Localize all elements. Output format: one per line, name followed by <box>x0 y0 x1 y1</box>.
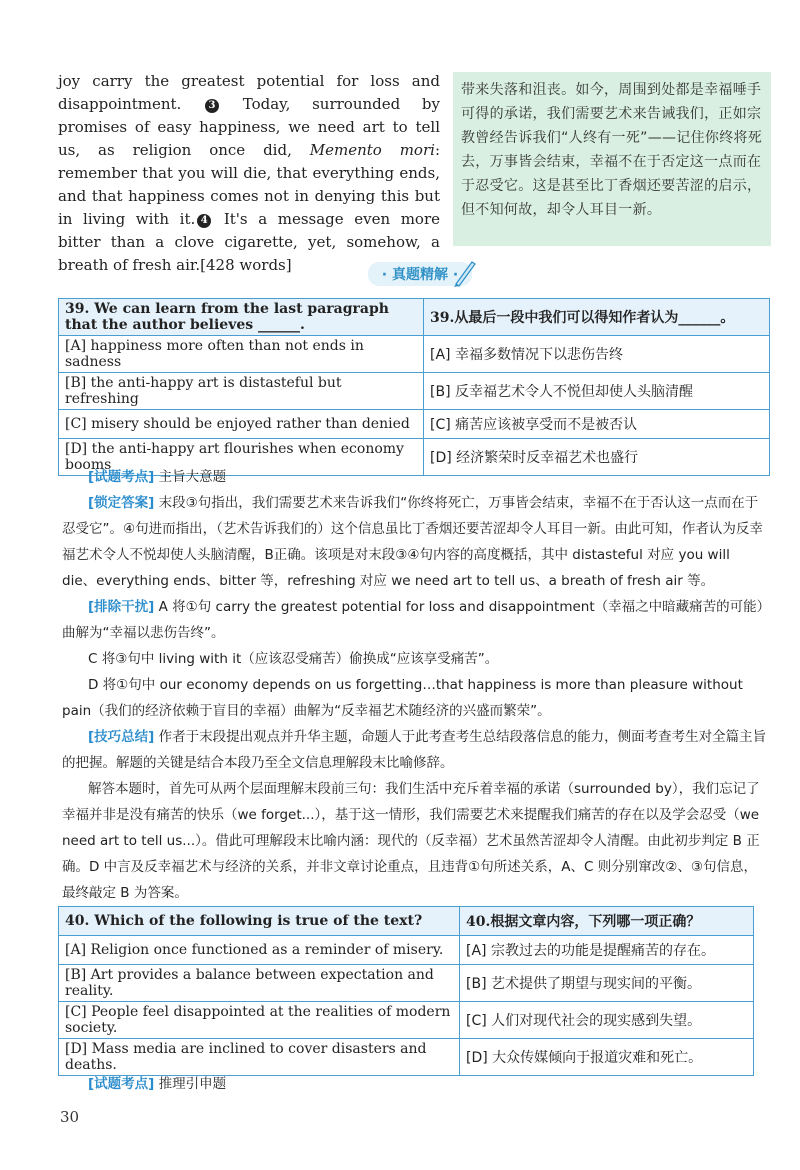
answer-text: 末段③句指出，我们需要艺术来告诉我们“你终将死亡，万事皆会结束，幸福不在于否认这一点而在于忍受它”。④句进而指出，（艺术告诉我们的）这个信息虽比丁香烟还要苦涩却令人耳目一新。由此可知，作者认为反幸福艺术令人不悦却使人头脑清醒，B正确。该项是对末段③④句内容的高度概括，其中 distasteful 对应 you will die、everything ends、bitter 等，refreshing 对应 we need art to tell us、a breath of fresh air 等。 <box>62 495 763 589</box>
q40-option-d-en: [D] Mass media are inclined to cover disasters and deaths. <box>59 1039 460 1076</box>
table-row <box>59 907 754 936</box>
q40-option-b-en: [B] Art provides a balance between expectation and reality. <box>59 965 460 1002</box>
table-row <box>59 410 770 439</box>
q40-option-d-cn: [D] 大众传媒倾向于报道灾难和死亡。 <box>460 1039 754 1076</box>
q40-kaodian-text: 推理引申题 <box>154 1076 227 1092</box>
skill-paragraph-2: 解答本题时，首先可从两个层面理解末段前三句：我们生活中充斥着幸福的承诺（surrounded by），我们忘记了幸福并非是没有痛苦的快乐（we forget...），基于这一情形，我们需要艺术来提醒我们痛苦的存在以及学会忍受（we need art to tell us...）。借此可理解段末比喻内涵：现代的（反幸福）艺术虽然苦涩却令人清醒。由此初步判定 B 正确。D 中言及反幸福艺术与经济的关系，并非文章讨论重点，且违背①句所述关系，A、C 则分别窜改②、③句信息，最终敲定 B 为答案。 <box>62 781 760 901</box>
q40-option-b-cn: [B] 艺术提供了期望与现实间的平衡。 <box>460 965 754 1002</box>
exclude-d: D 将①句中 our economy depends on us forgetting…that happiness is more than pleasure without pain（我们的经济依赖于盲目的幸福）曲解为“反幸福艺术随经济的兴盛而繁荣”。 <box>62 677 743 719</box>
section-title-label: · 真题精解 · <box>368 262 472 286</box>
q40-en-question: 40. Which of the following is true of the text? <box>59 907 460 936</box>
exclude-tag: [排除干扰] <box>88 599 155 615</box>
table-row <box>59 936 754 965</box>
translation-note: 带来失落和沮丧。如今，周围到处都是幸福唾手可得的承诺，我们需要艺术来告诫我们，正如宗教曾经告诉我们“人终有一死”——记住你终将死去，万事皆会结束，幸福不在于否定这一点而在于忍受它。这是甚至比丁香烟还要苦涩的启示，但不知何故，却令人耳目一新。 <box>453 72 771 246</box>
answer-tag: [锁定答案] <box>88 495 155 511</box>
table-row <box>59 1002 754 1039</box>
skill-paragraph <box>62 724 768 776</box>
q39-option-b-en: [B] the anti-happy art is distasteful but refreshing <box>59 373 424 410</box>
q39-cn-question: 39.从最后一段中我们可以得知作者认为______。 <box>424 299 770 336</box>
q39-option-d-en: [D] the anti-happy art flourishes when economy booms <box>59 439 424 476</box>
answer-paragraph <box>62 490 768 594</box>
passage-s1: joy carry the greatest potential for loss and disappointment. <box>58 72 440 113</box>
q39-option-b-cn: [B] 反幸福艺术令人不悦但却使人头脑清醒 <box>424 373 770 410</box>
table-row <box>59 299 770 336</box>
page-number: 30 <box>60 1108 80 1126</box>
question-39-table <box>58 298 770 476</box>
passage-s4: It's a message even more bitter than a clove cigarette, yet, somehow, a breath of fresh air.[428 words] <box>58 210 441 274</box>
q39-en-question: 39. We can learn from the last paragraph that the author believes ______. <box>59 299 424 336</box>
sentence-number-4: 4 <box>197 214 211 228</box>
question-40-table <box>58 906 754 1076</box>
skill-tag: [技巧总结] <box>88 729 155 745</box>
exclude-c: C 将③句中 living with it（应该忍受痛苦）偷换成“应该享受痛苦”。 <box>88 651 499 667</box>
kaodian-text: 主旨大意题 <box>154 469 227 485</box>
q40-kaodian-tag: [试题考点] <box>88 1076 155 1092</box>
q39-option-a-en: [A] happiness more often than not ends in sadness <box>59 336 424 373</box>
q39-option-c-cn: [C] 痛苦应该被享受而不是被否认 <box>424 410 770 439</box>
exclude-a: A 将①句 carry the greatest potential for loss and disappointment（幸福之中暗藏痛苦的可能）曲解为“幸福以悲伤告终”。 <box>62 599 764 641</box>
q39-option-c-en: [C] misery should be enjoyed rather than denied <box>59 410 424 439</box>
pen-icon <box>452 258 478 288</box>
passage-s2: Today, surrounded by promises of easy happiness, we need art to tell us, as religion once did, <box>58 95 440 159</box>
kaodian-tag: [试题考点] <box>88 469 155 485</box>
exclude-paragraph <box>62 594 768 646</box>
explanation <box>62 464 768 906</box>
table-row <box>59 336 770 373</box>
kaodian-line <box>88 464 768 490</box>
table-row <box>59 965 754 1002</box>
memento-mori: Memento mori <box>309 141 435 159</box>
q40-option-a-cn: [A] 宗教过去的功能是提醒痛苦的存在。 <box>460 936 754 965</box>
table-row <box>59 1039 754 1076</box>
sentence-number-3: 3 <box>205 99 219 113</box>
q40-kaodian-line <box>88 1072 226 1092</box>
passage-text <box>58 70 440 277</box>
q40-option-a-en: [A] Religion once functioned as a reminder of misery. <box>59 936 460 965</box>
q40-option-c-en: [C] People feel disappointed at the realities of modern society. <box>59 1002 460 1039</box>
skill-text: 作者于末段提出观点并升华主题，命题人于此考查考生总结段落信息的能力，侧面考查考生对全篇主旨的把握。解题的关键是结合本段乃至全文信息理解段末比喻修辞。 <box>62 729 767 771</box>
q39-option-d-cn: [D] 经济繁荣时反幸福艺术也盛行 <box>424 439 770 476</box>
q39-option-a-cn: [A] 幸福多数情况下以悲伤告终 <box>424 336 770 373</box>
q40-option-c-cn: [C] 人们对现代社会的现实感到失望。 <box>460 1002 754 1039</box>
q40-cn-question: 40.根据文章内容，下列哪一项正确？ <box>460 907 754 936</box>
table-row <box>59 373 770 410</box>
passage-s3: : remember that you will die, that everything ends, and that happiness comes not in denying this but in living with it. <box>58 141 440 228</box>
